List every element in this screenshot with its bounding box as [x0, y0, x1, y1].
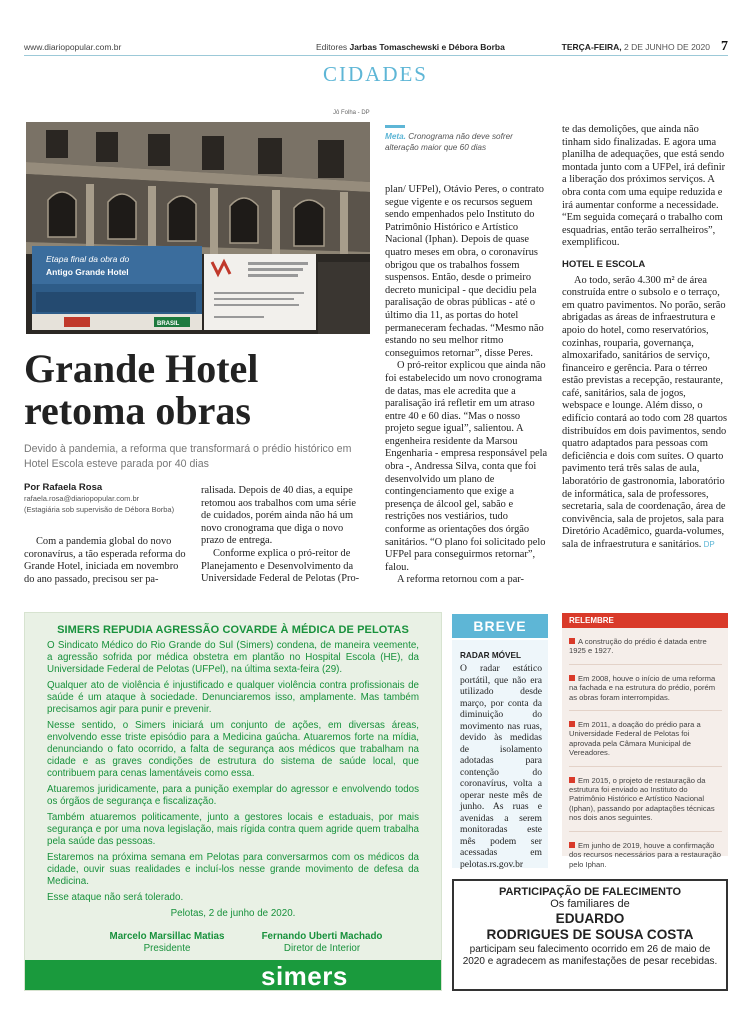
- building-photo-illustration: [26, 122, 370, 334]
- relembre-item-text: Em 2008, houve o início de uma reforma na fachada e na estrutura do prédio, porém as obras foram interrompidas.: [569, 673, 716, 702]
- relembre-item: [569, 776, 722, 832]
- relembre-item: [569, 720, 722, 767]
- bullet-square-icon: [569, 721, 575, 727]
- relembre-header: RELEMBRE: [562, 613, 728, 628]
- breve-box: [452, 640, 548, 868]
- article-title-line1: Grande Hotel: [24, 346, 259, 391]
- simers-title: SIMERS REPUDIA AGRESSÃO COVARDE À MÉDICA DE PELOTAS: [57, 624, 409, 636]
- caption-accent-bar: [385, 125, 405, 128]
- breve-text: O radar estático portátil, que não era utilizado desde março, por conta da diminuição do movimento nas ruas, devido às medidas de isolamento adotadas para contenção do coronavírus, volta a operar neste mês de junho. As ruas e avenidas a serem monitoradas este mês podem ser acessadas em pelotas.rs.gov.br: [460, 663, 542, 870]
- page-header: [24, 40, 728, 56]
- relembre-item: [569, 841, 722, 877]
- signature-role: Presidente: [143, 943, 191, 954]
- author-note: (Estagiária sob supervisão de Débora Borba): [24, 505, 175, 514]
- simers-paragraph: O Sindicato Médico do Rio Grande do Sul (Simers) condena, de maneira veemente, a agressão sofrida por médica obstetra em plantão no Hospital Escola (HE), da Universidade Federal de Pelotas (UFPel), na última sexta-feira (29).: [47, 640, 419, 675]
- sign-brasil-text: BRASIL: [157, 321, 180, 327]
- article-paragraph: plan/ UFPel), Otávio Peres, o contrato segue vigente e os recursos seguem sendo empenhados pelo Instituto do Patrimônio Histórico e Artístico Nacional (Iphan). Depois de quase quatro meses em obra, o coronavírus obrigou que os trabalhos fossem suspensos. Então, desde o primeiro decreto municipal - que decidiu pela paralisação de obras públicas - até o último dia 11, as portas do hotel permaneceram fechadas. “Mesmo não estando no seu melhor ritmo conseguimos retornar”, disse Peres.: [385, 184, 545, 359]
- issue-date-text: 2 DE JUNHO DE 2020: [621, 42, 710, 52]
- article-paragraph: ralisada. Depois de 40 dias, a equipe retomou aos trabalhos com uma série de cuidados, porém ainda não há um novo cronograma que diga o novo prazo de entrega.: [201, 485, 356, 547]
- article-column-3: [385, 184, 548, 587]
- article-column-4: [562, 124, 728, 552]
- article-paragraph: Com a pandemia global do novo coronavírus, a tão esperada reforma do Grande Hotel, iniciada em novembro do ano passado, precisou ser pa-: [24, 536, 186, 585]
- header-divider: [24, 55, 728, 56]
- photo-caption: [385, 125, 541, 153]
- signature-president: [97, 931, 237, 955]
- author-email[interactable]: rafaela.rosa@diariopopular.com.br: [24, 494, 140, 503]
- simers-ad-content: [47, 613, 419, 954]
- simers-paragraph: Atuaremos juridicamente, para a punição exemplar do agressor e envolvendo todos os órgãos de segurança e fiscalização.: [47, 784, 419, 807]
- bullet-square-icon: [569, 675, 575, 681]
- article-subtitle: Devido à pandemia, a reforma que transformará o prédio histórico em Hotel Escola esteve parada por 40 dias: [24, 443, 352, 470]
- caption-text: Cronograma não deve sofrer alteração maior que 60 dias: [385, 132, 513, 152]
- obituary-intro: Os familiares de: [550, 898, 630, 910]
- obituary-notice: [452, 879, 728, 991]
- relembre-item: [569, 674, 722, 711]
- signature-role: Diretor de Interior: [283, 943, 361, 954]
- article-paragraph: te das demolições, que ainda não tinham sido finalizadas. E agora uma planilha de adequações, que está sendo montada junto com a UFPel, irá definir a liberação dos próximos serviços. A obra conta com uma equipe reduzida e irá aumentar conforme a necessidade. “Em seguida começará o trabalho com esquadrias, então terão serralheiros”, exemplificou.: [562, 124, 726, 249]
- editors-names: Jarbas Tomaschewski e Débora Borba: [349, 42, 505, 52]
- breve-header: BREVE: [452, 614, 548, 638]
- article-subhead: HOTEL E ESCOLA: [562, 258, 646, 270]
- simers-ad: [24, 612, 442, 991]
- breve-subhead: RADAR MÓVEL: [460, 651, 521, 660]
- article-paragraph: A reforma retornou com a par-: [397, 574, 525, 586]
- bullet-square-icon: [569, 842, 575, 848]
- relembre-box: [562, 628, 728, 869]
- article-paragraph: [562, 275, 728, 552]
- article-column-2: [201, 485, 364, 586]
- bullet-square-icon: [569, 638, 575, 644]
- relembre-item: [569, 637, 722, 665]
- relembre-item-text: A construção do prédio é datada entre 1925 e 1927.: [569, 637, 707, 656]
- obituary-name-line2: RODRIGUES DE SOUSA COSTA: [486, 927, 694, 942]
- relembre-item-text: Em junho de 2019, houve a confirmação dos recursos necessários para a restauração pelo Iphan.: [569, 840, 721, 869]
- caption-label: Meta.: [385, 132, 406, 141]
- obituary-name-line1: EDUARDO: [555, 911, 625, 926]
- photo-credit: Jô Folha - DP: [333, 110, 370, 116]
- byline: Por Rafaela Rosa: [24, 482, 103, 493]
- site-url[interactable]: www.diariopopular.com.br: [24, 42, 122, 52]
- article-photo: [26, 122, 370, 334]
- obituary-text: participam seu falecimento ocorrido em 26 de maio de 2020 e agradecem as manifestações de pesar recebidas.: [462, 944, 718, 967]
- sign-text-line2: Antigo Grande Hotel: [46, 267, 129, 277]
- article-title-line2: retoma obras: [24, 388, 251, 433]
- issue-weekday: TERÇA-FEIRA,: [561, 42, 622, 52]
- signature-name: Fernando Uberti Machado: [261, 931, 383, 942]
- simers-logo: simers: [261, 961, 348, 991]
- simers-paragraph: Nesse sentido, o Simers iniciará um conjunto de ações, em diversas áreas, envolvendo esse triste episódio para a Medicina gaúcha. Atuaremos forte na mídia, denunciando o fato ocorrido, a falta de segurança aos médicos que trabalham na cidade e as graves condições de estrutura do sistema de saúde local, que contribuem para cenas lamentáveis como essa.: [47, 720, 419, 779]
- relembre-item-text: Em 2015, o projeto de restauração da estrutura foi enviado ao Instituto do Patrimônio Histórico e Artístico Nacional (Iphan), passando por adaptações técnicas nos dois anos seguintes.: [569, 775, 715, 823]
- obituary-title: PARTICIPAÇÃO DE FALECIMENTO: [498, 886, 682, 898]
- article-title: [24, 348, 364, 432]
- article-paragraph: O pró-reitor explicou que ainda não foi estabelecido um novo cronograma de datas, mas ele acredita que a paralisação irá refletir em um atraso entre 40 e 60 dias. “Mas o nosso projeto segue igual”, salientou. A engenheira residente da Marsou Engenharia - empresa responsável pela obra -, Andressa Silva, conta que foi desenvolvido um plano de contingenciamento que exige a presença de álcool gel, sabão e restrições nos vestiários, tudo conforme as orientações dos órgão sanitários. “O plano foi solicitado pelo UFPel para conseguirmos retornar”, falou.: [385, 360, 548, 573]
- issue-date: [562, 42, 710, 52]
- relembre-item-text: Em 2011, a doação do prédio para a Universidade Federal de Pelotas foi aprovada pela Câmara Municipal de Vereadores.: [569, 720, 701, 758]
- article-paragraph-text: Ao todo, serão 4.300 m² de área construída entre o subsolo e o terraço, em quatro pavimentos. No porão, serão abrigadas as áreas de infraestrutura e apoio do hotel, como reservatórios, cozinhas, rouparia, governança, almoxarifado, sanitários de serviço, financeiro e gerência. Para o térreo estão previstas a recepção, restaurante, café, sanitários, sala de jogos, webspace e lounge. Além disso, o edifício contará ao todo com 28 quartos distribuídos em dois pavimentos, sendo quatro adaptados para pessoas com deficiência e dois com suítes. O quarto pavimento terá três salas de aula, laboratório de gastronomia, laboratório de informática, sala de professores, secretaria, sala de coordenação, área de convivência, sala de projetos, sala para Diretório Acadêmico, guarda-volumes, sala de infraestrutura e sanitários.: [562, 274, 728, 550]
- bullet-square-icon: [569, 777, 575, 783]
- article-column-1: [24, 536, 187, 586]
- signature-name: Marcelo Marsillac Matias: [109, 931, 225, 942]
- simers-paragraph: Esse ataque não será tolerado.: [47, 892, 184, 903]
- section-title: CIDADES: [322, 62, 428, 86]
- dp-mark: DP: [701, 540, 715, 549]
- signature-director: [247, 931, 397, 955]
- page-number: 7: [721, 39, 728, 54]
- article-paragraph: Conforme explica o pró-reitor de Planejamento e Desenvolvimento da Universidade Federal de Pelotas (Pro-: [201, 547, 360, 585]
- editors-line: [316, 42, 505, 52]
- editors-prefix: Editores: [316, 42, 350, 52]
- simers-place-date: Pelotas, 2 de junho de 2020.: [170, 908, 296, 919]
- simers-paragraph: Estaremos na próxima semana em Pelotas para conversarmos com os médicos da cidade, ouvir suas realidades e incluí-los nesse grande movimento de defesa da Medicina.: [47, 852, 419, 887]
- sign-text-line1: Etapa final da obra do: [46, 254, 130, 264]
- simers-paragraph: Também atuaremos politicamente, junto a gestores locais e estaduais, por mais segurança e por uma nova legislação, mais rígida contra quem agride quem trabalha pela saúde das pessoas.: [47, 812, 419, 847]
- simers-logo-bar: [25, 960, 441, 990]
- simers-paragraph: Qualquer ato de violência é injustificado e qualquer violência contra profissionais de saúde é um ataque à sociedade. Denunciaremos isso, amplamente. Mas também precisamos agir para punir e prevenir.: [47, 680, 419, 715]
